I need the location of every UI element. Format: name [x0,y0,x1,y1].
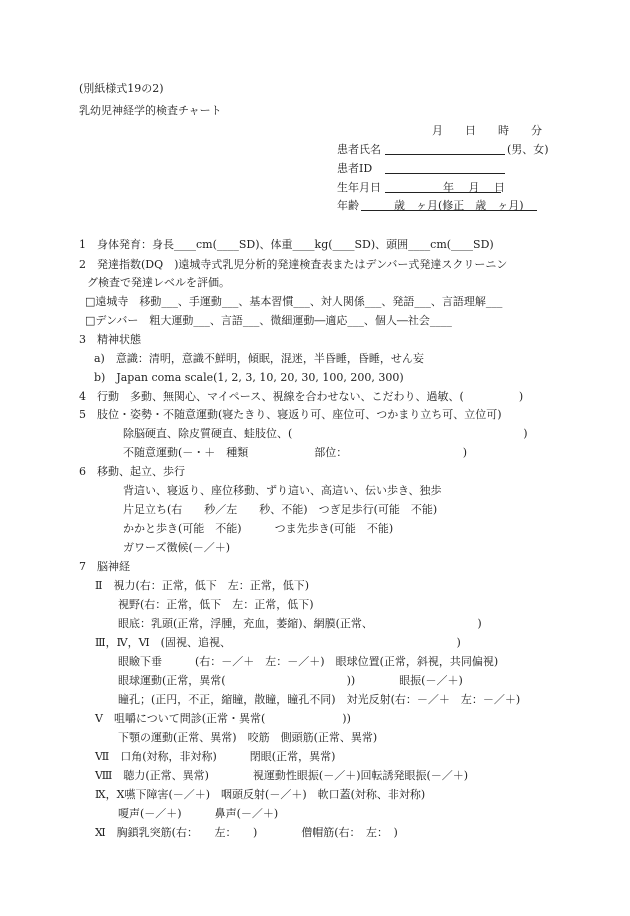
patient-id-field [385,173,505,174]
locomotion-line: 背這い、寝返り、座位移動、ずり這い、高這い、伝い歩き、独歩 [123,484,442,497]
gowers-sign-line: ガワーズ徴候(－／＋) [123,541,231,554]
denver-checkbox-line[interactable]: □デンバー 粗大運動___、言語___、微細運動―適応___、個人―社会____ [85,314,452,327]
form-number: (別紙様式19の2) [79,82,164,95]
section-2-line2: グ検査で発達レベルを評価。 [87,276,230,289]
cn3-pupil: 瞳孔；(正円，不正，縮瞳，散瞳，瞳孔不同) 対光反射(右：－／＋ 左：－／＋) [118,693,521,706]
birth-date-label: 生年月日 [337,181,381,194]
cn5-jaw-movement: 下顎の運動(正常、異常) 咬筋 側頭筋(正常、異常) [118,731,378,744]
cn2-visual-acuity: Ⅱ 視力(右：正常，低下 左：正常，低下) [95,579,310,592]
cn3-fixation: Ⅲ，Ⅳ，Ⅵ (固視、追視、 ) [95,636,461,649]
section-3-mental: 3 精神状態 [79,333,141,346]
section-2-line1: 2 発達指数(DQ )遠城寺式乳児分析的発達検査表またはデンバー式発達スクリーニン [79,258,508,271]
cn9-voice: 嗄声(－／＋) 鼻声(－／＋) [118,807,279,820]
age-label: 年齢 [337,199,359,212]
patient-id-label: 患者ID [337,162,373,175]
cn9-swallowing: Ⅸ，Ⅹ嚥下障害(－／＋) 咽頭反射(－／＋) 軟口蓋(対称、非対称) [95,788,426,801]
section-5-posture: 5 肢位・姿勢・不随意運動(寝たきり、寝返り可、座位可、つかまり立ち可、立位可) [79,408,502,421]
section-6-locomotion: 6 移動、起立、歩行 [79,465,185,478]
cn2-fundus: 眼底：乳頭(正常，浮腫，充血，萎縮)、網膜(正常、 ) [118,617,482,630]
consciousness-line: a) 意識：清明，意識不鮮明，傾眠，混迷，半昏睡，昏睡，せん妄 [94,352,424,365]
cn7-mouth-angle: Ⅶ 口角(対称，非対称) 閉眼(正常，異常) [95,750,336,763]
involuntary-movement-line: 不随意運動(－・＋ 種類 部位： ) [123,446,468,459]
patient-name-label: 患者氏名 [337,143,381,156]
one-leg-stand-line: 片足立ち(右 秒／左 秒、不能) つぎ足歩行(可能 不能) [123,503,438,516]
age-units: 歳 ヶ月(修正 歳 ヶ月) [394,199,524,212]
section-1-growth: 1 身体発育：身長____cm(____SD)、体重____kg(____SD)、頭囲____cm(____SD) [79,238,494,251]
coma-scale-line: b) Japan coma scale(1, 2, 3, 10, 20, 30, 100, 200, 300) [94,371,404,384]
document-title: 乳幼児神経学的検査チャート [79,104,222,117]
patient-name-field [385,154,505,155]
cn8-hearing: Ⅷ 聴力(正常、異常) 視運動性眼振(－／＋)回転誘発眼振(－／＋) [95,769,469,782]
cn5-mastication: Ⅴ 咀嚼について問診(正常・異常( )) [95,712,351,725]
enjoji-checkbox-line[interactable]: □遠城寺 移動___、手運動___、基本習慣___、対人関係___、発語___、言語理解___ [85,295,503,308]
birth-date-units: 年 月 日 [443,181,505,194]
section-4-behavior: 4 行動 多動、無関心、マイペース、視線を合わせない、こだわり、過敏、( ) [79,390,524,403]
cn3-eye-movement: 眼球運動(正常，異常( )) 眼振(－／＋) [118,674,463,687]
cn2-visual-field: 視野(右：正常，低下 左：正常，低下) [118,598,314,611]
cn3-ptosis: 眼瞼下垂 (右：－／＋ 左：－／＋) 眼球位置(正常，斜視，共同偏視) [118,655,499,668]
patient-sex: (男、女) [507,143,549,156]
exam-datetime: 月 日 時 分 [432,124,542,137]
section-7-cranial-nerves: 7 脳神経 [79,560,130,573]
rigidity-line: 除脳硬直、除皮質硬直、蛙肢位、( ) [123,427,528,440]
heel-walk-line: かかと歩き(可能 不能) つま先歩き(可能 不能) [123,522,394,535]
cn11-sternocleidomastoid: Ⅺ 胸鎖乳突筋(右： 左： ) 僧帽筋(右： 左： ) [95,826,398,839]
